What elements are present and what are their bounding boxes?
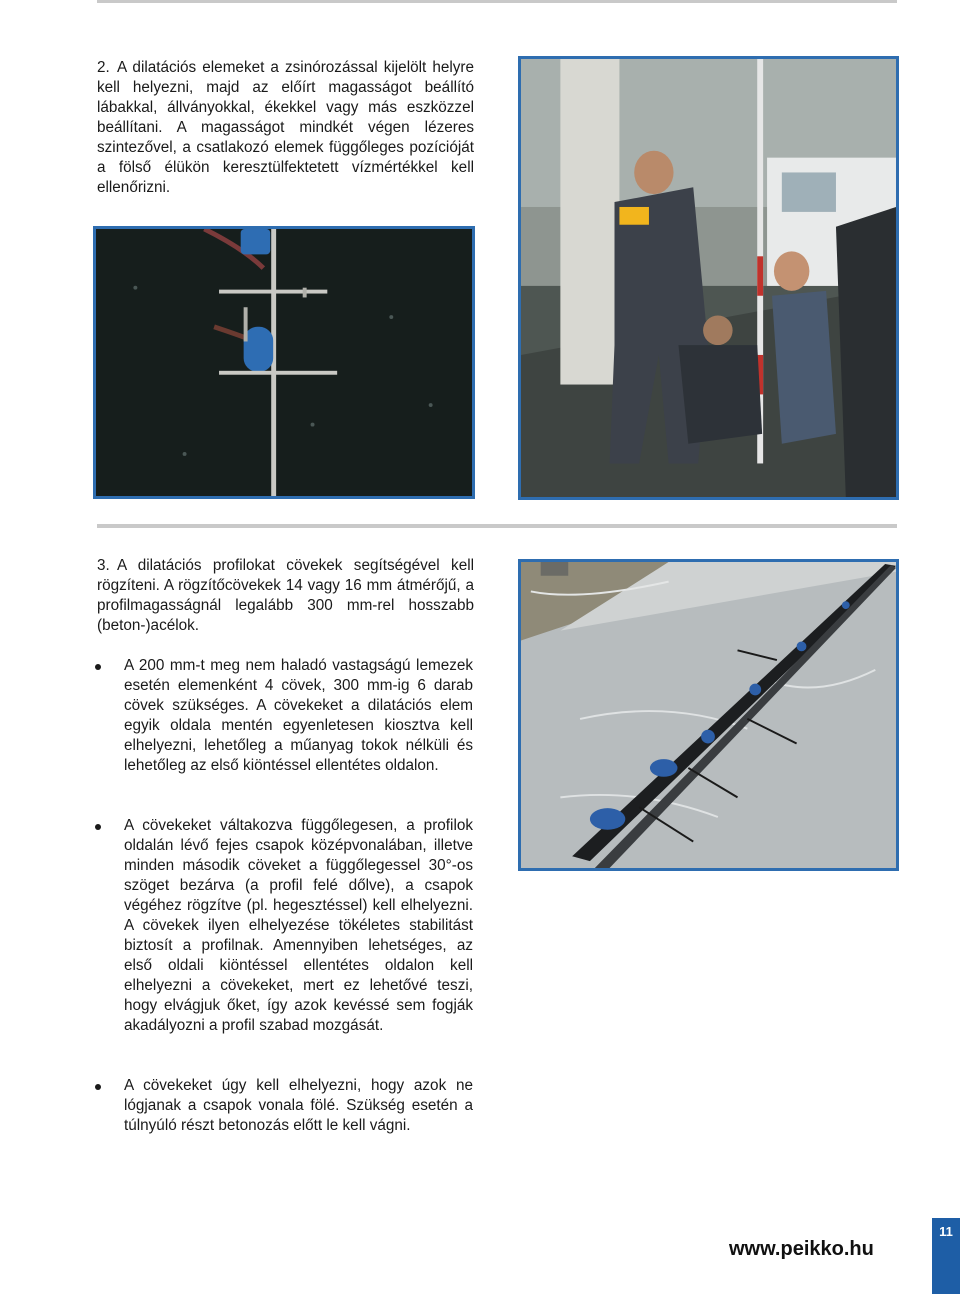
section-divider — [97, 524, 897, 528]
bullet-item-2: A cövekeket váltakozva függőlegesen, a profilok oldalán lévő fejes csapok középvonalában, illetve minden második cöveket a függőlegessel 30°-os szöget bezárva (a profil felé dőlve), a csapok végéhez rögzítve (pl. hegesztéssel) kell elhelyezni. A cövekek ilyen elhelyezése tökéletes stabilitást biztosít a profilnak. Amennyiben lehetséges, az első oldali kiöntéssel ellentétes oldalon kell elhelyezni a cövekeket, mert ez lehetővé teszi, hogy elvágjuk őket, így azok kevéssé sem fogják akadályozni a profil szabad mozgását. — [124, 817, 473, 1034]
section-2-number: 2. — [97, 59, 110, 76]
workers-leveling-photo — [518, 56, 899, 500]
section-3-number: 3. — [97, 557, 110, 574]
bullet-dot — [95, 824, 101, 830]
bullet-dot — [95, 664, 101, 670]
section-3-paragraph — [97, 556, 474, 636]
website-link[interactable]: www.peikko.hu — [729, 1238, 874, 1260]
section-2-text: A dilatációs elemeket a zsinórozással kijelölt helyre kell helyezni, majd az előírt magasságot beállító lábakkal, állványokkal, ékekkel vagy más eszközzel beállítani. A magasságot mindkét végen lézeres szintezővel, a csatlakozó elemek függőleges pozícióját a fölső élükön keresztülfektetett vízmértékkel kell ellenőrizni. — [97, 59, 474, 196]
bullet-item-3: A cövekeket úgy kell elhelyezni, hogy azok ne lógjanak a csapok vonala fölé. Szükség esetén a túlnyúló részt betonozás előtt le kell vágni. — [124, 1077, 473, 1134]
page-number-badge — [932, 1218, 960, 1294]
section-2-paragraph — [97, 58, 474, 198]
bullet-dot — [95, 1084, 101, 1090]
profile-on-membrane-photo — [518, 559, 899, 871]
stake-closeup-photo — [93, 226, 475, 499]
bullet-item-1: A 200 mm-t meg nem haladó vastagságú lemezek esetén elemenként 4 cövek, 300 mm-ig 6 darab cövek szükséges. A cövekeket a dilatációs elem egyik oldala mentén egyenletesen kiosztva kell elhelyezni, lehetőleg a műanyag tokok nélküli és lehetőleg az első kiöntéssel ellentétes oldalon. — [124, 657, 473, 774]
page-number: 11 — [939, 1224, 953, 1239]
section-3-text: A dilatációs profilokat cövekek segítségével kell rögzíteni. A rögzítőcövekek 14 vagy 16 mm átmérőjű, a profilmagasságnál legalább 300 mm-rel hosszabb (beton-)acélok. — [97, 557, 474, 634]
top-rule — [97, 0, 897, 3]
